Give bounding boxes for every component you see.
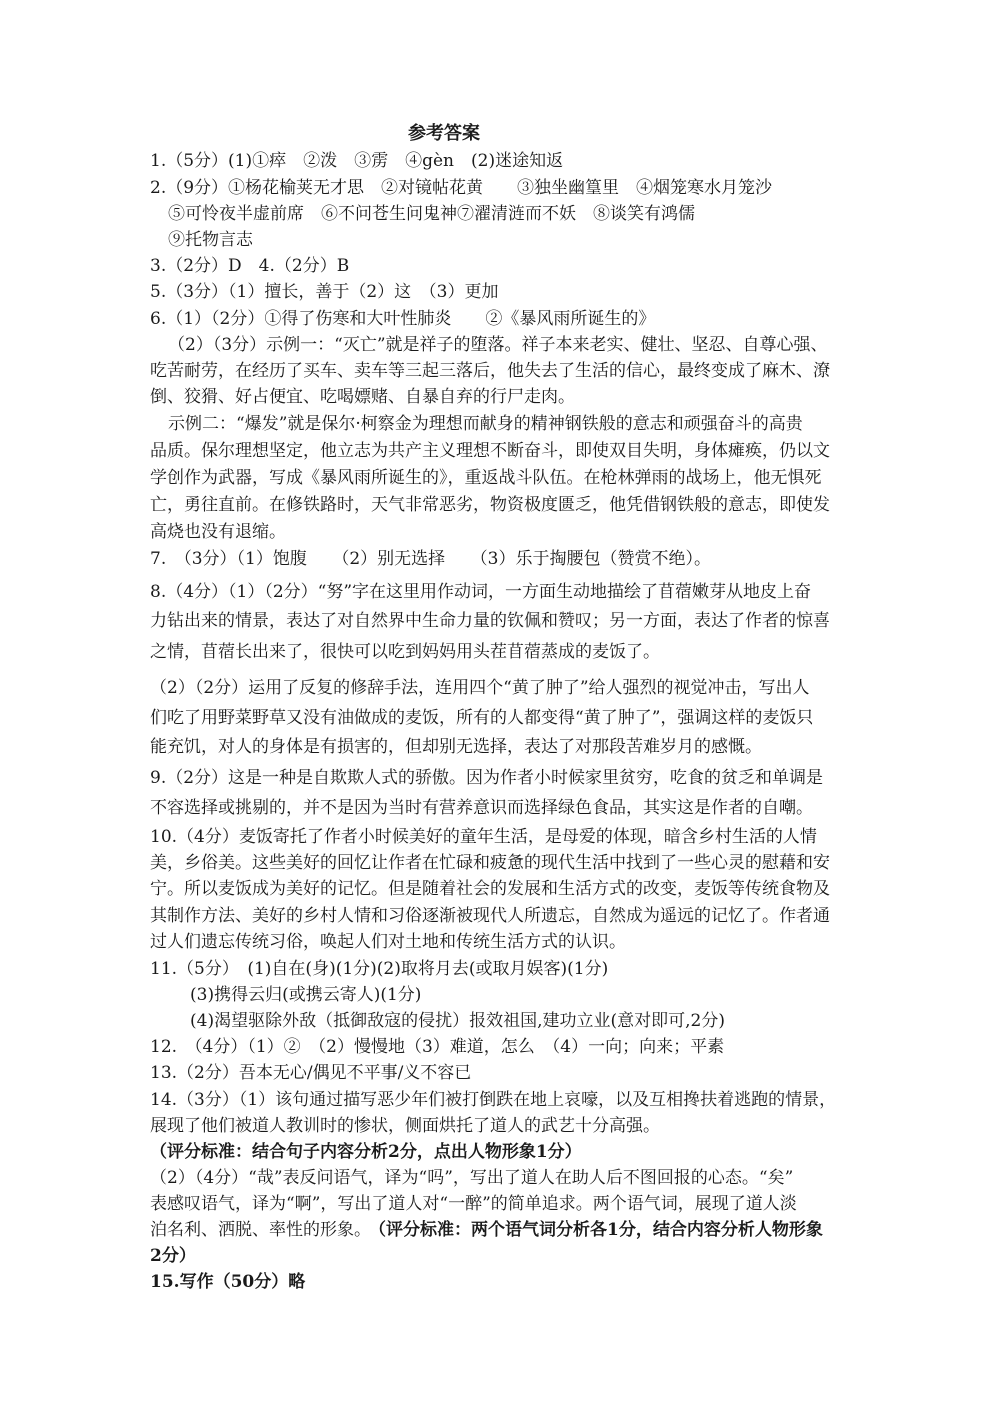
answer-line: 13.（2分）吾本无心/偶见不平事/义不容已 xyxy=(150,1063,472,1083)
answer-line: ⑤可怜夜半虚前席 ⑥不问苍生问鬼神⑦濯清涟而不妖 ⑧谈笑有鸿儒 xyxy=(168,204,695,224)
answer-line: （2）（3分）示例一：“灭亡”就是祥子的堕落。祥子本来老实、健壮、坚忍、自尊心强、 xyxy=(168,335,828,355)
answer-line: 12. （4分）（1）② （2）慢慢地（3）难道，怎么 （4）一向；向来；平素 xyxy=(150,1037,725,1057)
answer-line: 9.（2分）这是一种是自欺欺人式的骄傲。因为作者小时候家里贫穷，吃食的贫乏和单调是 xyxy=(150,768,824,788)
answer-line: 宁。所以麦饭成为美好的记忆。但是随着社会的发展和生活方式的改变，麦饭等传统食物及 xyxy=(150,879,830,899)
answer-line: 倒、狡猾、好占便宜、吃喝嫖赌、自暴自弃的行尸走肉。 xyxy=(150,387,575,407)
answer-line: 过人们遗忘传统习俗，唤起人们对土地和传统生活方式的认识。 xyxy=(150,932,626,952)
answer-line: 不容选择或挑剔的，并不是因为当时有营养意识而选择绿色食品，其实这是作者的自嘲。 xyxy=(150,798,813,818)
answer-line: ⑨托物言志 xyxy=(168,230,253,250)
answer-line: 力钻出来的情景，表达了对自然界中生命力量的钦佩和赞叹；另一方面，表达了作者的惊喜 xyxy=(150,611,830,631)
answer-line: 示例二：“爆发”就是保尔·柯察金为理想而献身的精神钢铁般的意志和顽强奋斗的高贵 xyxy=(168,414,803,434)
answer-line: 11.（5分） (1)自在(身)(1分)(2)取将月去(或取月娱客)(1分) xyxy=(150,959,609,979)
answer-line: 6.（1）（2分）①得了伤寒和大叶性肺炎 ②《暴风雨所诞生的》 xyxy=(150,309,656,329)
answer-line: 泊名利、洒脱、率性的形象。 xyxy=(150,1220,371,1240)
answer-line: （2）（2分）运用了反复的修辞手法，连用四个“黄了肿了”给人强烈的视觉冲击，写出人 xyxy=(150,678,810,698)
answer-line: 2.（9分）①杨花榆荚无才思 ②对镜帖花黄 ③独坐幽篁里 ④烟笼寒水月笼沙 xyxy=(150,178,773,198)
answer-line: 5.（3分）（1）擅长，善于（2）这 （3）更加 xyxy=(150,282,499,302)
answer-line: 1.（5分）(1)①瘁 ②泼 ③雳 ④gèn (2)迷途知返 xyxy=(150,151,564,171)
answer-line: 学创作为武器，写成《暴风雨所诞生的》，重返战斗队伍。在枪林弹雨的战场上，他无惧死 xyxy=(150,468,822,488)
answer-line: (3)携得云归(或携云寄人)(1分) xyxy=(190,985,422,1005)
page-title: 参考答案 xyxy=(408,123,480,144)
answer-line: 品质。保尔理想坚定，他立志为共产主义理想不断奋斗，即使双目失明，身体瘫痪，仍以文 xyxy=(150,441,830,461)
answer-line: 14.（3分）（1）该句通过描写恶少年们被打倒跌在地上哀嚎，以及互相搀扶着逃跑的情景， xyxy=(150,1090,837,1110)
answer-line: 10.（4分）麦饭寄托了作者小时候美好的童年生活，是母爱的体现，暗含乡村生活的人情 xyxy=(150,827,817,847)
answer-line: 表感叹语气，译为“啊”，写出了道人对“一醉”的简单追求。两个语气词，展现了道人淡 xyxy=(150,1194,797,1214)
scoring-note: （评分标准：结合句子内容分析2分，点出人物形象1分） xyxy=(150,1142,582,1162)
scoring-note: 2分） xyxy=(150,1246,196,1266)
answer-line: 展现了他们被道人教训时的惨状，侧面烘托了道人的武艺十分高强。 xyxy=(150,1116,660,1136)
answer-line: 15.写作（50分）略 xyxy=(150,1272,306,1292)
answer-line: 高烧也没有退缩。 xyxy=(150,522,286,542)
answer-line: 吃苦耐劳，在经历了买车、卖车等三起三落后，他失去了生活的信心，最终变成了麻木、潦 xyxy=(150,361,830,381)
answer-line: （2）（4分）“哉”表反问语气，译为“吗”，写出了道人在助人后不图回报的心态。“矣” xyxy=(150,1168,794,1188)
scoring-note: （评分标准：两个语气词分析各1分，结合内容分析人物形象 xyxy=(369,1220,823,1240)
answer-line: 7. （3分）（1）饱腹 （2）别无选择 （3）乐于掏腰包（赞赏不绝）。 xyxy=(150,549,711,569)
answer-line: 亡，勇往直前。在修铁路时，天气非常恶劣，物资极度匮乏，他凭借钢铁般的意志，即使发 xyxy=(150,495,830,515)
answer-line: 能充饥，对人的身体是有损害的，但却别无选择，表达了对那段苦难岁月的感慨。 xyxy=(150,737,762,757)
answer-line: 之情，苜蓿长出来了，很快可以吃到妈妈用头茬苜蓿蒸成的麦饭了。 xyxy=(150,642,660,662)
answer-line: 其制作方法、美好的乡村人情和习俗逐渐被现代人所遗忘，自然成为遥远的记忆了。作者通 xyxy=(150,906,830,926)
answer-line: 3.（2分）D 4.（2分）B xyxy=(150,256,350,276)
answer-line: 8.（4分）（1）（2分）“努”字在这里用作动词，一方面生动地描绘了苜蓿嫩芽从地皮上奋 xyxy=(150,582,812,602)
answer-line: 美，乡俗美。这些美好的回忆让作者在忙碌和疲惫的现代生活中找到了一些心灵的慰藉和安 xyxy=(150,853,830,873)
answer-line: 们吃了用野菜野草又没有油做成的麦饭，所有的人都变得“黄了肿了”，强调这样的麦饭只 xyxy=(150,708,814,728)
answer-line: (4)渴望驱除外敌（抵御敌寇的侵扰）报效祖国,建功立业(意对即可,2分) xyxy=(190,1011,725,1031)
